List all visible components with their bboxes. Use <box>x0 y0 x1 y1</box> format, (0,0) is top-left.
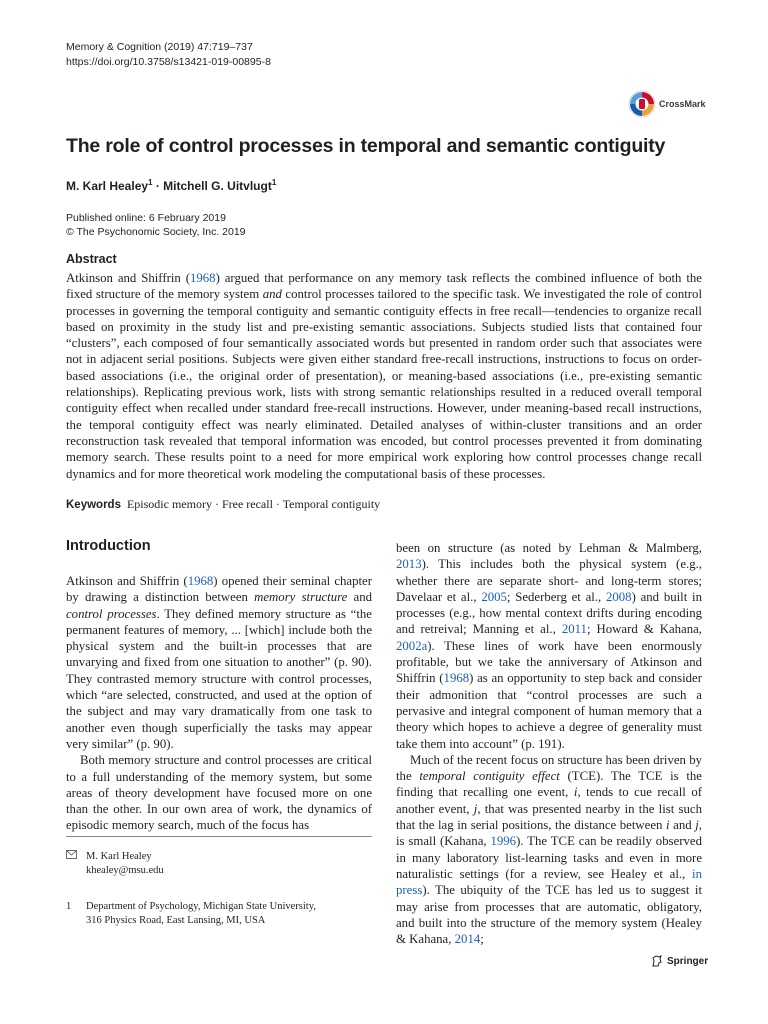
text-run: and <box>669 818 696 833</box>
emphasis: memory structure <box>254 590 348 605</box>
abstract-text <box>66 270 702 482</box>
copyright-line: © The Psychonomic Society, Inc. 2019 <box>66 226 246 238</box>
citation-link[interactable]: 2011 <box>561 622 587 637</box>
citation-link[interactable]: 2014 <box>454 932 481 947</box>
abstract-heading: Abstract <box>66 252 117 266</box>
text-run: ; Sederberg et al., <box>506 589 606 604</box>
crossmark-badge[interactable] <box>628 90 706 118</box>
affiliation-note <box>66 900 316 928</box>
publication-info <box>66 211 246 239</box>
text-run: ) and built in processes (e.g., how mental context drifts during encoding and retreival; Manning et al., <box>396 589 702 637</box>
citation-link[interactable]: 2013 <box>396 557 422 572</box>
springer-label: Springer <box>667 955 709 967</box>
citation-link[interactable]: in press <box>396 866 702 898</box>
text-run: Atkinson and Shiffrin ( <box>66 574 188 588</box>
keywords-label: Keywords <box>66 499 121 511</box>
right-column <box>396 540 702 947</box>
emphasis: control processes <box>66 606 157 621</box>
affiliation-mark: 1 <box>271 178 277 187</box>
text-run: Atkinson and Shiffrin ( <box>66 271 190 285</box>
affiliation-line: 316 Physics Road, East Lansing, MI, USA <box>86 915 266 926</box>
journal-header <box>66 40 271 70</box>
text-run: ) argued that performance on any memory task reflects the combined influence of both the fixed structure of the memory system <box>66 271 702 302</box>
crossmark-label: CrossMark <box>659 99 706 109</box>
citation-link[interactable]: 2008 <box>605 589 632 604</box>
text-run: ) as an opportunity to step back and consider their admonition that “control processes are such a pervasive and integral component of human memory that a theory which hopes to achieve a degree of generality must take them into account” (p. 191). <box>396 671 702 751</box>
citation-link[interactable]: 1968 <box>189 271 216 285</box>
paragraph <box>66 573 372 752</box>
math-variable: i <box>573 785 578 800</box>
citation-link[interactable]: 2002a <box>396 638 428 653</box>
author-name[interactable]: M. Karl Healey <box>66 179 149 193</box>
text-run: , tends to cue recall of another event, <box>396 785 702 816</box>
text-run: and <box>347 590 372 605</box>
doi-link[interactable]: https://doi.org/10.3758/s13421-019-00895-8 <box>66 56 271 68</box>
affiliation-mark: 1 <box>148 178 153 187</box>
citation-link[interactable]: 1968 <box>443 671 470 686</box>
text-run: , that was presented nearby in the list such that the lag in serial positions, the distance between <box>396 801 702 833</box>
author-separator: · <box>152 179 164 193</box>
citation-link[interactable]: 1996 <box>490 834 517 849</box>
math-variable: i <box>666 818 670 833</box>
text-run: ). The TCE can be readily observed in many laboratory list-learning tasks and even in more naturalistic settings (for a review, see Healey et al., <box>396 834 702 881</box>
emphasis: and <box>262 287 282 302</box>
text-run: ; <box>480 932 484 947</box>
footnote-divider <box>66 836 372 837</box>
emphasis: temporal contiguity effect <box>419 769 560 784</box>
paragraph: Both memory structure and control processes are critical to a full understanding of the memory system, but some areas of theory development have focused more on one than the other. In our own area of work, the dynamics of episodic memory search, much of the focus has <box>66 753 372 833</box>
text-run: ; Howard & Kahana, <box>586 622 703 637</box>
text-run: (TCE). The TCE is the finding that recalling one event, <box>396 769 702 800</box>
math-variable: j <box>473 801 478 816</box>
corresponding-author-note <box>66 850 164 878</box>
text-run: ). This includes both the physical system (e.g., whether there are separate short- and long-term stores; Davelaar et al., <box>396 557 702 604</box>
introduction-heading: Introduction <box>66 538 151 554</box>
text-run: . They defined memory structure as “the permanent features of memory, ... [which] include both the physical system and the built-in processes that are unvarying and fixed from one situation to another” (p. 90). They contrasted memory structure with control processes, which “are selected, constructed, and used at the option of the subject and may vary dramatically from one task to another even though superficially the tasks may appear very similar” (p. 90). <box>66 606 372 751</box>
corresponding-email[interactable]: khealey@msu.edu <box>86 865 164 876</box>
published-date: Published online: 6 February 2019 <box>66 212 226 224</box>
left-column <box>66 573 372 834</box>
citation-link[interactable]: 2005 <box>481 589 507 604</box>
paragraph <box>396 752 702 948</box>
author-name[interactable]: Mitchell G. Uitvlugt <box>163 179 272 193</box>
math-variable: j <box>695 818 699 833</box>
article-title: The role of control processes in temporal and semantic contiguity <box>66 135 666 157</box>
corresponding-name: M. Karl Healey <box>86 851 152 862</box>
text-run: ) opened their seminal chapter by drawing a distinction between <box>66 574 372 605</box>
text-run: ). These lines of work have been enormously profitable, but we take the anniversary of Atkinson and Shiffrin ( <box>396 638 702 686</box>
keywords <box>66 497 380 512</box>
text-run: , is small (Kahana, <box>396 818 702 849</box>
paragraph <box>396 540 702 752</box>
author-list <box>66 178 276 193</box>
text-run: ). The ubiquity of the TCE has led us to suggest it may arise from processes that are automatic, obligatory, and built into the structure of the memory system (Healey & Kahana, <box>396 883 702 947</box>
citation-link[interactable]: 1968 <box>187 574 214 588</box>
crossmark-icon <box>628 90 656 118</box>
text-run: Much of the recent focus on structure has been driven by the <box>396 752 702 784</box>
text-run: control processes tailored to the specific task. We investigated the role of control processes in governing the temporal contiguity and semantic contiguity effects in free recall—tendencies to organize recall based on proximity in the study list and pre-existing semantic associations. Subjects studied lists that contained four “clusters”, each composed of four semantically associated words but presented in random order such that associates were not in adjacent serial positions. Subjects were given either standard free-recall instructions, instructions to focus on order-based associations (i.e., the original order of presentation), or meaning-based associations (i.e., pre-existing semantic relationships). Replicating previous work, lists with strong semantic relationships resulted in a reduced overall temporal contiguity effect when recalled under standard free-recall instructions. However, under meaning-based recall instructions, the temporal contiguity effect was nearly eliminated. Detailed analyses of within-cluster transitions and an order reconstruction task revealed that temporal information was encoded, but control processes prevented it from dominating memory search. These results point to a need for more empirical work exploring how control processes change recall dynamics and for more theoretical work modeling the computational basis of these processes. <box>66 287 702 481</box>
text-run: been on structure (as noted by Lehman & Malmberg, <box>396 541 702 555</box>
springer-logo <box>650 954 708 968</box>
springer-horse-icon <box>650 954 664 968</box>
affiliation-footnote-mark: 1 <box>66 901 72 912</box>
journal-citation: Memory & Cognition (2019) 47:719–737 <box>66 41 253 53</box>
affiliation-line: Department of Psychology, Michigan State University, <box>86 901 316 912</box>
keywords-text: Episodic memory · Free recall · Temporal contiguity <box>126 497 381 511</box>
envelope-icon <box>66 850 86 878</box>
